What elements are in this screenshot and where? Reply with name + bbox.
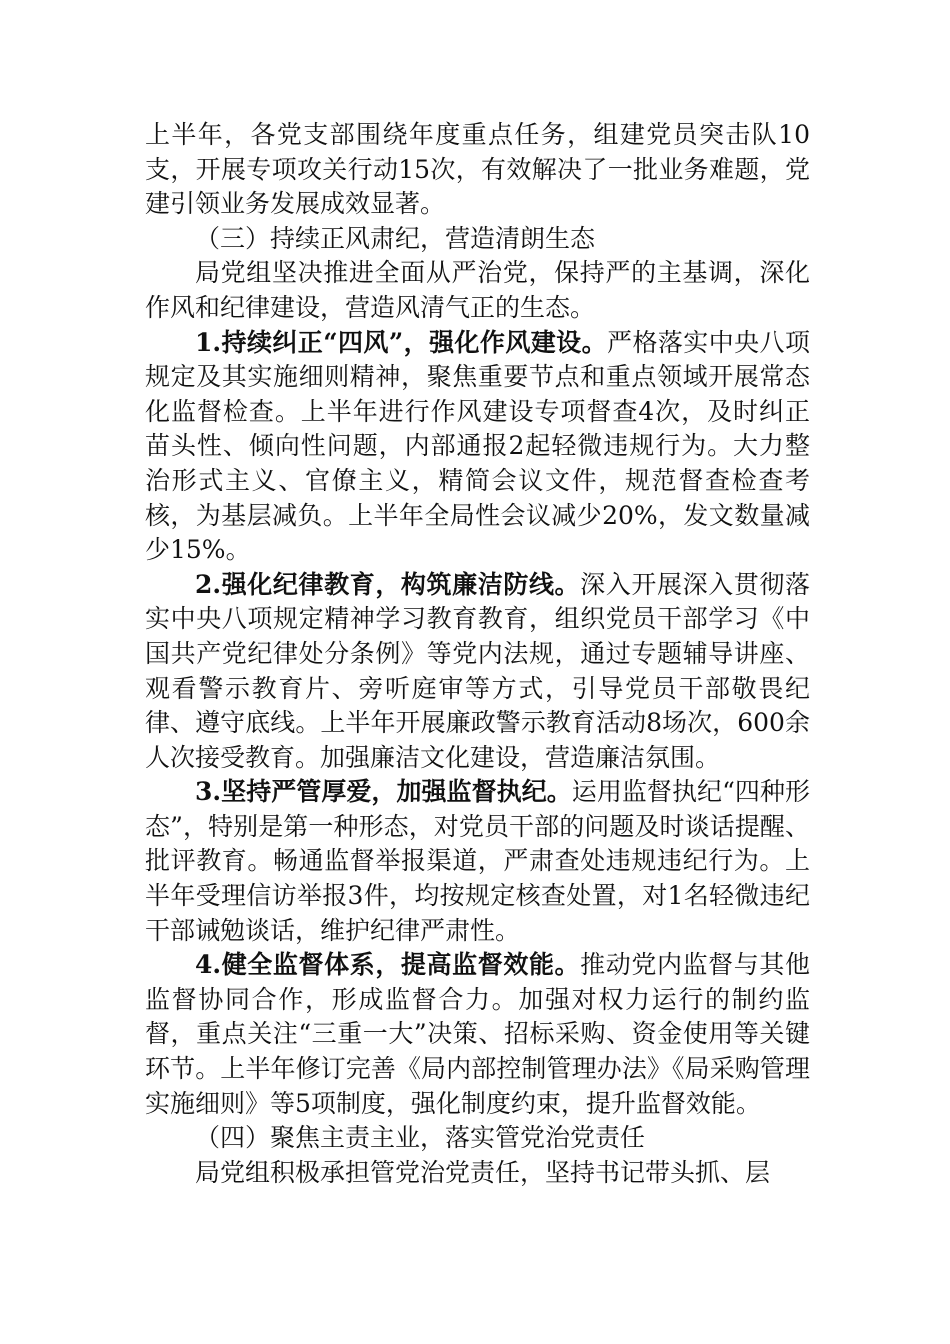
section-heading-text: （四）聚焦主责主业，落实管党治党责任 (195, 1123, 646, 1153)
item-text: 严格落实中央八项规定及其实施细则精神，聚焦重要节点和重点领域开展常态化监督检查。上半年进行作风建设专项督查4次，及时纠正苗头性、倾向性问题，内部通报2起轻微违规行为。大力整治形式主义、官僚主义，精简会议文件，规范督查检查考核，为基层减负。上半年全局性会议减少20%，发文数量减少15%。 (145, 327, 810, 565)
list-item-1 (145, 326, 810, 568)
paragraph-text: 上半年，各党支部围绕年度重点任务，组建党员突击队10支，开展专项攻关行动15次，有效解决了一批业务难题，党建引领业务发展成效显著。 (145, 120, 810, 219)
paragraph-text: 局党组坚决推进全面从严治党，保持严的主基调，深化作风和纪律建设，营造风清气正的生态。 (145, 258, 810, 322)
section-heading-text: （三）持续正风肃纪，营造清朗生态 (195, 223, 596, 253)
item-text: 运用监督执纪“四种形态”，特别是第一种形态，对党员干部的问题及时谈话提醒、批评教育。畅通监督举报渠道，严肃查处违规违纪行为。上半年受理信访举报3件，均按规定核查处置，对1名轻微违纪干部诫勉谈话，维护纪律严肃性。 (145, 777, 810, 945)
item-text: 深入开展深入贯彻落实中央八项规定精神学习教育教育，组织党员干部学习《中国共产党纪律处分条例》等党内法规，通过专题辅导讲座、观看警示教育片、旁听庭审等方式，引导党员干部敬畏纪律、遵守底线。上半年开展廉政警示教育活动8场次，600余人次接受教育。加强廉洁文化建设，营造廉洁氛围。 (145, 569, 810, 772)
paragraph-body (145, 256, 810, 325)
paragraph-continuation (145, 118, 810, 222)
paragraph-text: 局党组积极承担管党治党责任，坚持书记带头抓、层 (195, 1157, 771, 1187)
list-item-3 (145, 775, 810, 948)
paragraph-body (145, 1156, 810, 1191)
list-item-2 (145, 568, 810, 776)
item-lead: 2.强化纪律教育，构筑廉洁防线。 (195, 569, 581, 599)
list-item-4 (145, 948, 810, 1121)
document-body (145, 118, 810, 1190)
item-lead: 3.坚持严管厚爱，加强监督执纪。 (195, 777, 572, 807)
section-heading-3 (145, 222, 810, 257)
section-heading-4 (145, 1121, 810, 1156)
item-lead: 4.健全监督体系，提高监督效能。 (195, 950, 581, 980)
item-lead: 1.持续纠正“四风”，强化作风建设。 (195, 327, 608, 357)
item-text: 推动党内监督与其他监督协同合作，形成监督合力。加强对权力运行的制约监督，重点关注“三重一大”决策、招标采购、资金使用等关键环节。上半年修订完善《局内部控制管理办法》《局采购管理实施细则》等5项制度，强化制度约束，提升监督效能。 (145, 950, 810, 1118)
